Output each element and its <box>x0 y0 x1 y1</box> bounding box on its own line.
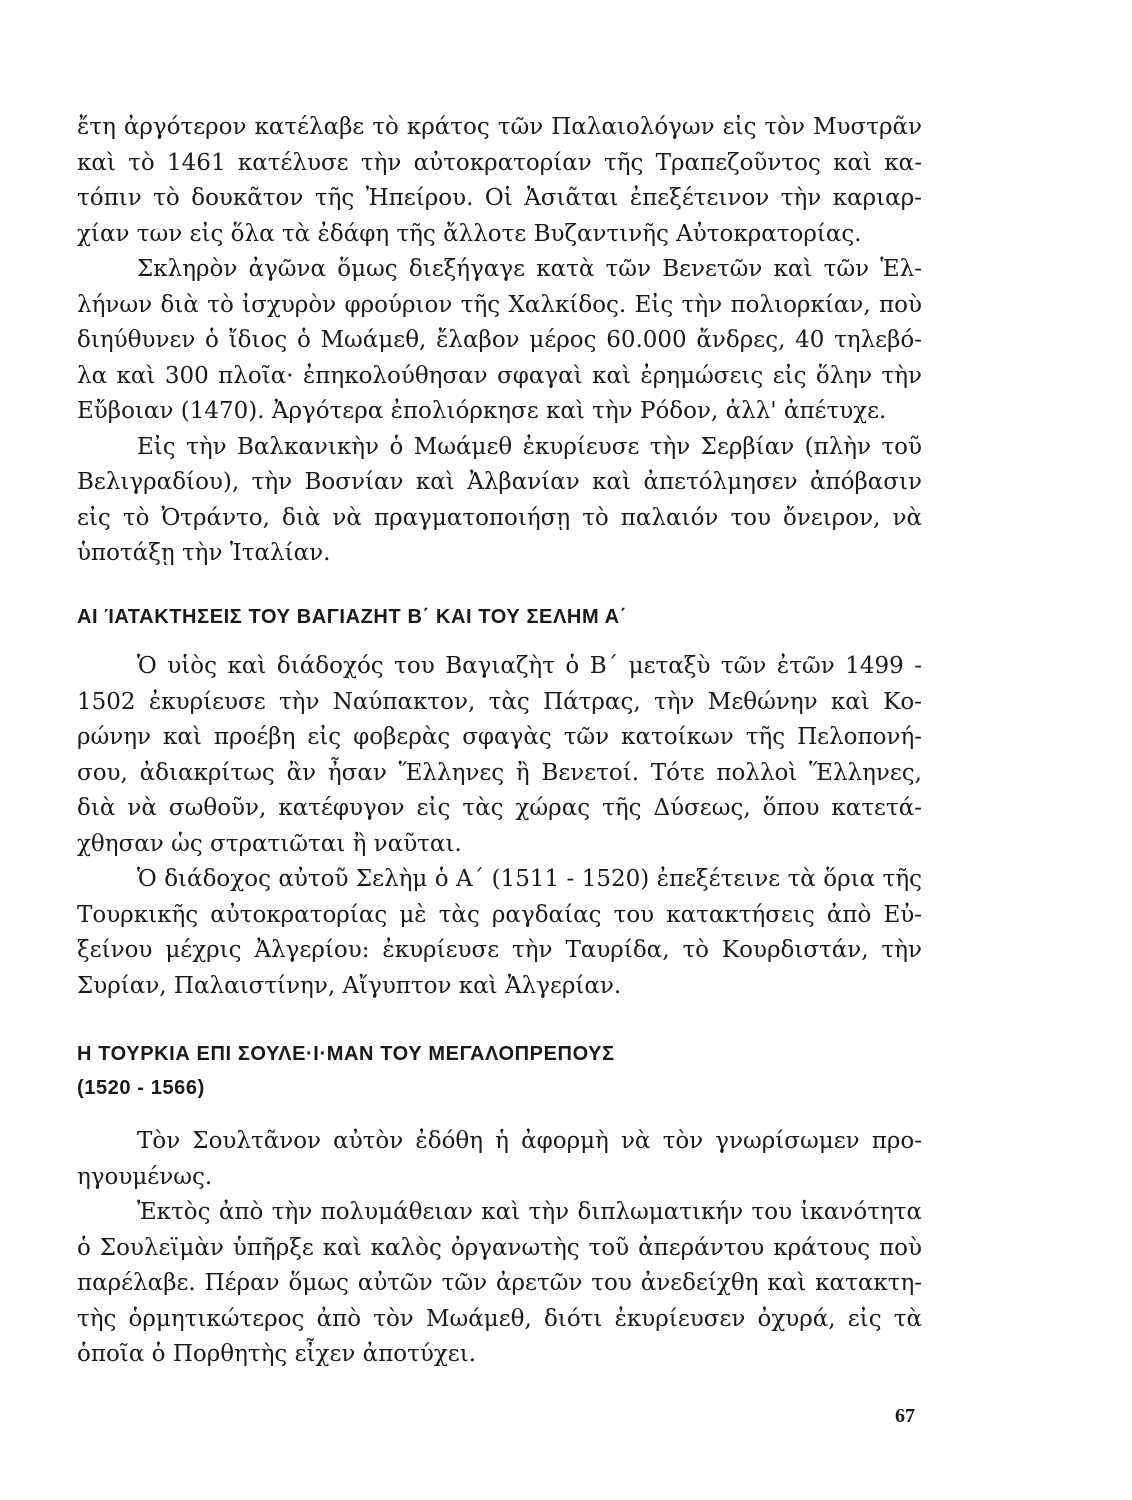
paragraph <box>77 252 922 430</box>
section-intro <box>77 110 922 572</box>
text-line: ὁ Σουλεϊμὰν ὑπῆρξε καὶ καλὸς ὀργανωτὴς τοῦ ἀπεράντου κράτους ποὺ <box>77 1234 922 1261</box>
text-line: σου, ἀδιακρίτως ἂν ἦσαν Ἕλληνες ἢ Βενετοί. Τότε πολλοὶ Ἕλληνες, <box>77 759 922 786</box>
text-line: Τουρκικῆς αὐτοκρατορίας μὲ τὰς ραγδαίας του κατακτήσεις ἀπὸ Εὐ- <box>77 901 922 928</box>
section-heading-dates: (1520 - 1566) <box>77 1077 205 1099</box>
text-line: ρώνην καὶ προέβη εἰς φοβερὰς σφαγὰς τῶν κατοίκων τῆς Πελοπονή- <box>77 724 922 750</box>
text-line: ἔτη ἀργότερον κατέλαβε τὸ κράτος τῶν Παλαιολόγων εἰς τὸν Μυστρᾶν <box>77 114 922 140</box>
text-line: καὶ τὸ 1461 κατέλυσε τὴν αὐτοκρατορίαν τῆς Τραπεζοῦντος καὶ κα- <box>77 149 922 176</box>
text-line: Βελιγραδίου), τὴν Βοσνίαν καὶ Ἀλβανίαν καὶ ἀπετόλμησεν ἀπόβασιν <box>77 469 922 495</box>
text-line: Εὔβοιαν (1470). Ἀργότερα ἐπολιόρκησε καὶ τὴν Ρόδον, ἀλλ' ἀπέτυχε. <box>77 398 887 424</box>
text-line: παρέλαβε. Πέραν ὅμως αὐτῶν τῶν ἀρετῶν του ἀνεδείχθη καὶ κατακτη- <box>77 1270 922 1296</box>
text-line: ηγουμένως. <box>77 1163 213 1190</box>
text-line: λα καὶ 300 πλοῖα· ἐπηκολούθησαν σφαγαὶ καὶ ἐρημώσεις εἰς ὅλην τὴν <box>77 362 922 389</box>
text-line: ὁποῖα ὁ Πορθητὴς εἶχεν ἀποτύχει. <box>77 1341 477 1367</box>
paragraph <box>77 649 922 862</box>
paragraph <box>77 430 922 572</box>
text-line: ὑποτάξῃ τὴν Ἰταλίαν. <box>77 540 331 566</box>
text-line: Εἰς τὴν Βαλκανικὴν ὁ Μωάμεθ ἐκυρίευσε τὴν Σερβίαν (πλὴν τοῦ <box>137 433 922 460</box>
paragraph <box>77 862 922 1004</box>
paragraph <box>77 1195 922 1373</box>
paragraph <box>77 110 922 252</box>
text-line: Ἐκτὸς ἀπὸ τὴν πολυμάθειαν καὶ τὴν διπλωματικήν του ἱκανότητα <box>137 1199 922 1225</box>
text-line: Ὁ διάδοχος αὐτοῦ Σελὴμ ὁ Α΄ (1511 - 1520) ἐπεξέτεινε τὰ ὅρια τῆς <box>137 866 922 892</box>
text-line: διὰ νὰ σωθοῦν, κατέφυγον εἰς τὰς χώρας τῆς Δύσεως, ὅπου κατετά- <box>77 795 922 821</box>
section-bayezid-selim <box>77 649 922 1004</box>
paragraph <box>77 1124 922 1195</box>
text-line: τὴς ὁρμητικώτερος ἀπὸ τὸν Μωάμεθ, διότι ἐκυρίευσεν ὀχυρά, εἰς τὰ <box>77 1305 922 1332</box>
page-number: 67 <box>895 1405 915 1427</box>
text-line: διηύθυνεν ὁ ἴδιος ὁ Μωάμεθ, ἔλαβον μέρος 60.000 ἄνδρες, 40 τηλεβό- <box>77 327 922 353</box>
text-line: εἰς τὸ Ὀτράντο, διὰ νὰ πραγματοποιήσῃ τὸ παλαιόν του ὄνειρον, νὰ <box>77 504 922 531</box>
text-line: Σκληρὸν ἀγῶνα ὅμως διεξήγαγε κατὰ τῶν Βενετῶν καὶ τῶν Ἑλ- <box>137 256 922 282</box>
text-line: τόπιν τὸ δουκᾶτον τῆς Ἠπείρου. Οἱ Ἀσιᾶται ἐπεξέτεινον τὴν καριαρ- <box>77 185 922 211</box>
text-line: χίαν των εἰς ὅλα τὰ ἐδάφη τῆς ἄλλοτε Βυζαντινῆς Αὐτοκρατορίας. <box>77 220 862 247</box>
text-line: λήνων διὰ τὸ ἰσχυρὸν φρούριον τῆς Χαλκίδος. Εἰς τὴν πολιορκίαν, ποὺ <box>77 291 922 318</box>
text-line: Ὁ υἱὸς καὶ διάδοχός του Βαγιαζὴτ ὁ Β΄ μεταξὺ τῶν ἐτῶν 1499 - <box>137 653 922 679</box>
section-heading: ΑΙ ΊΑΤΑΚΤΗΣΕΙΣ ΤΟΥ ΒΑΓΙΑΖΗΤ Β΄ ΚΑΙ ΤΟΥ ΣΕΛΗΜ Α΄ <box>77 606 627 628</box>
section-suleiman <box>77 1124 922 1373</box>
text-line: ξείνου μέχρις Ἀλγερίου: ἐκυρίευσε τὴν Ταυρίδα, τὸ Κουρδιστάν, τὴν <box>77 937 922 963</box>
text-line: χθησαν ὡς στρατιῶται ἢ ναῦται. <box>77 830 462 857</box>
section-heading: Η ΤΟΥΡΚΙΑ ΕΠΙ ΣΟΥΛΕ·Ι·ΜΑΝ ΤΟΥ ΜΕΓΑΛΟΠΡΕΠΟΥΣ <box>77 1043 615 1065</box>
text-line: 1502 ἐκυρίευσε τὴν Ναύπακτον, τὰς Πάτρας, τὴν Μεθώνην καὶ Κο- <box>77 688 922 715</box>
text-line: Συρίαν, Παλαιστίνην, Αἴγυπτον καὶ Ἀλγερίαν. <box>77 972 622 999</box>
text-line: Τὸν Σουλτᾶνον αὐτὸν ἐδόθη ἡ ἀφορμὴ νὰ τὸν γνωρίσωμεν προ- <box>137 1128 922 1154</box>
